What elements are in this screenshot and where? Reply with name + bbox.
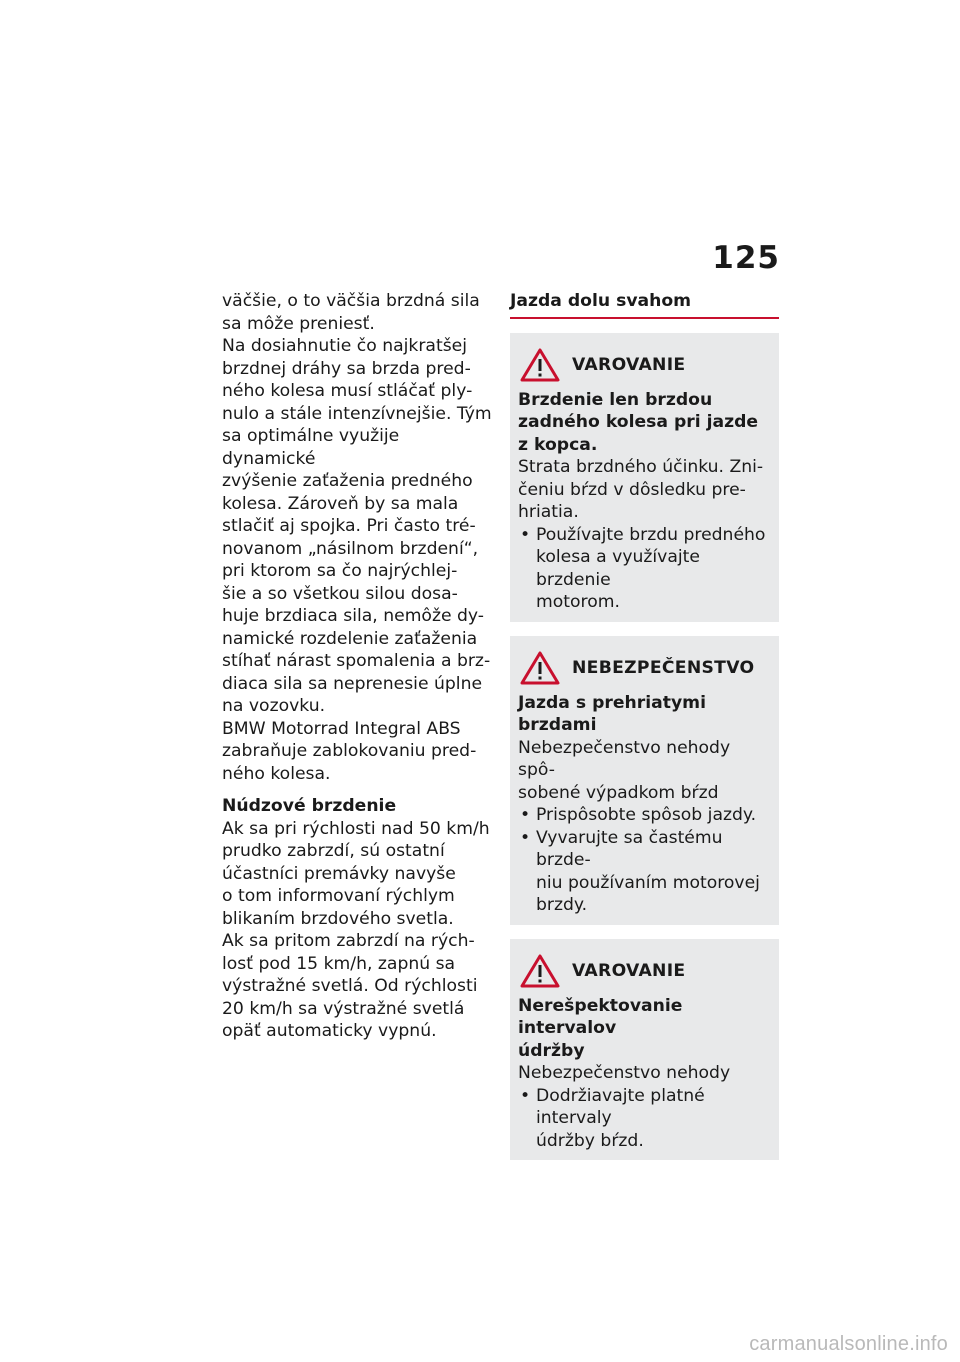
text-line: zvýšenie zaťaženia predného [222, 471, 473, 491]
text-line: stlačiť aj spojka. Pri často tré- [222, 516, 476, 536]
bullet-line: Dodržiavajte platné intervaly [536, 1085, 705, 1128]
bullet-line: Prispôsobte spôsob jazdy. [536, 805, 757, 825]
bullet-line: údržby bŕzd. [536, 1130, 644, 1151]
bullet-item [518, 827, 771, 917]
bullet-line: kolesa a využívajte brzdenie [536, 547, 700, 590]
warning-text-line: Nebezpečenstvo nehody spô- [518, 737, 731, 780]
text-line: blikaním brzdového svetla. [222, 908, 454, 929]
text-line: namické rozdelenie zaťaženia [222, 628, 478, 649]
bullet-item [518, 804, 771, 827]
text-line: losť pod 15 km/h, zapnú sa [222, 953, 456, 974]
text-line: BMW Motorrad Integral ABS [222, 718, 461, 739]
text-line: Na dosiahnutie čo najkratšej [222, 336, 467, 356]
watermark: carmanualsonline.info [749, 1333, 948, 1355]
warning-text-line: čeniu bŕzd v dôsledku pre- [518, 479, 746, 500]
text-line: účastníci premávky navyše [222, 863, 456, 884]
text-line: stíhať nárast spomalenia a brz- [222, 651, 491, 671]
text-line: huje brzdiaca sila, nemôže dy- [222, 606, 484, 626]
text-line: 20 km/h sa výstražné svetlá [222, 998, 465, 1019]
warning-title-line: zadného kolesa pri jazde [518, 412, 759, 432]
warning-triangle-icon [520, 651, 560, 685]
section-heading-emergency-braking: Núdzové brzdenie [222, 796, 397, 816]
text-line: šie a so všetkou silou dosa- [222, 583, 458, 604]
warning-box-rear-brake [510, 333, 779, 622]
warning-header [518, 650, 771, 686]
text-line: na vozovku. [222, 696, 326, 716]
warning-bullet-list [518, 804, 771, 917]
text-line: brzdnej dráhy sa brzda pred- [222, 358, 471, 379]
warning-header [518, 347, 771, 383]
warning-title-line: Brzdenie len brzdou [518, 389, 713, 410]
text-line: diaca sila sa neprenesie úplne [222, 673, 483, 694]
text-line: sa optimálne využije dynamické [222, 426, 400, 469]
warning-bullet-list [518, 1085, 771, 1153]
bullet-line: brzdy. [536, 895, 588, 915]
warning-text-line: Strata brzdného účinku. Zni- [518, 457, 764, 477]
warning-text-line: Nebezpečenstvo nehody [518, 1063, 731, 1083]
text-line: kolesa. Zároveň by sa mala [222, 493, 459, 514]
left-body-a [222, 290, 494, 785]
text-line: Ak sa pritom zabrzdí na rých- [222, 931, 475, 951]
bullet-item [518, 524, 771, 614]
warning-text-line: hriatia. [518, 502, 579, 522]
bullet-item [518, 1085, 771, 1153]
text-line: výstražné svetlá. Od rýchlosti [222, 976, 478, 996]
warning-header [518, 953, 771, 989]
text-line: nulo a stále intenzívnejšie. Tým [222, 403, 492, 424]
warning-title-line: z kopca. [518, 434, 598, 455]
text-line: ného kolesa musí stláčať ply- [222, 381, 473, 401]
bullet-line: Používajte brzdu predného [536, 524, 766, 545]
right-column [510, 290, 779, 1174]
text-line: prudko zabrzdí, sú ostatní [222, 841, 445, 861]
warning-bullet-list [518, 524, 771, 614]
text-line: Ak sa pri rýchlosti nad 50 km/h [222, 818, 490, 839]
section-title-downhill: Jazda dolu svahom [510, 291, 692, 311]
warning-label: VAROVANIE [572, 960, 686, 981]
left-column [222, 290, 494, 1043]
bullet-line: motorom. [536, 592, 620, 612]
warning-triangle-icon [520, 348, 560, 382]
text-line: novanom „násilnom brzdení“, [222, 538, 479, 559]
bullet-line: niu používaním motorovej [536, 872, 760, 893]
warning-title-line: údržby [518, 1040, 585, 1061]
warning-text-line: sobené výpadkom bŕzd [518, 782, 719, 803]
warning-box-maintenance [510, 939, 779, 1161]
bullet-line: Vyvarujte sa častému brzde- [536, 827, 723, 870]
warning-triangle-icon [520, 954, 560, 988]
text-line: pri ktorom sa čo najrýchlej- [222, 561, 458, 581]
warning-label: VAROVANIE [572, 354, 686, 375]
text-line: o tom informovaní rýchlym [222, 886, 455, 906]
text-line: sa môže preniesť. [222, 313, 375, 334]
text-line: zabraňuje zablokovaniu pred- [222, 741, 477, 761]
danger-label: NEBEZPEČENSTVO [572, 657, 755, 678]
danger-box-overheated-brakes [510, 636, 779, 925]
warning-title-line: Jazda s prehriatymi brzdami [518, 692, 706, 735]
text-line: väčšie, o to väčšia brzdná sila [222, 291, 480, 311]
page-number: 125 [712, 240, 780, 276]
text-line: ného kolesa. [222, 763, 331, 784]
left-body-b [222, 818, 494, 1043]
warning-title-line: Nerešpektovanie intervalov [518, 995, 683, 1038]
text-line: opäť automaticky vypnú. [222, 1021, 437, 1041]
